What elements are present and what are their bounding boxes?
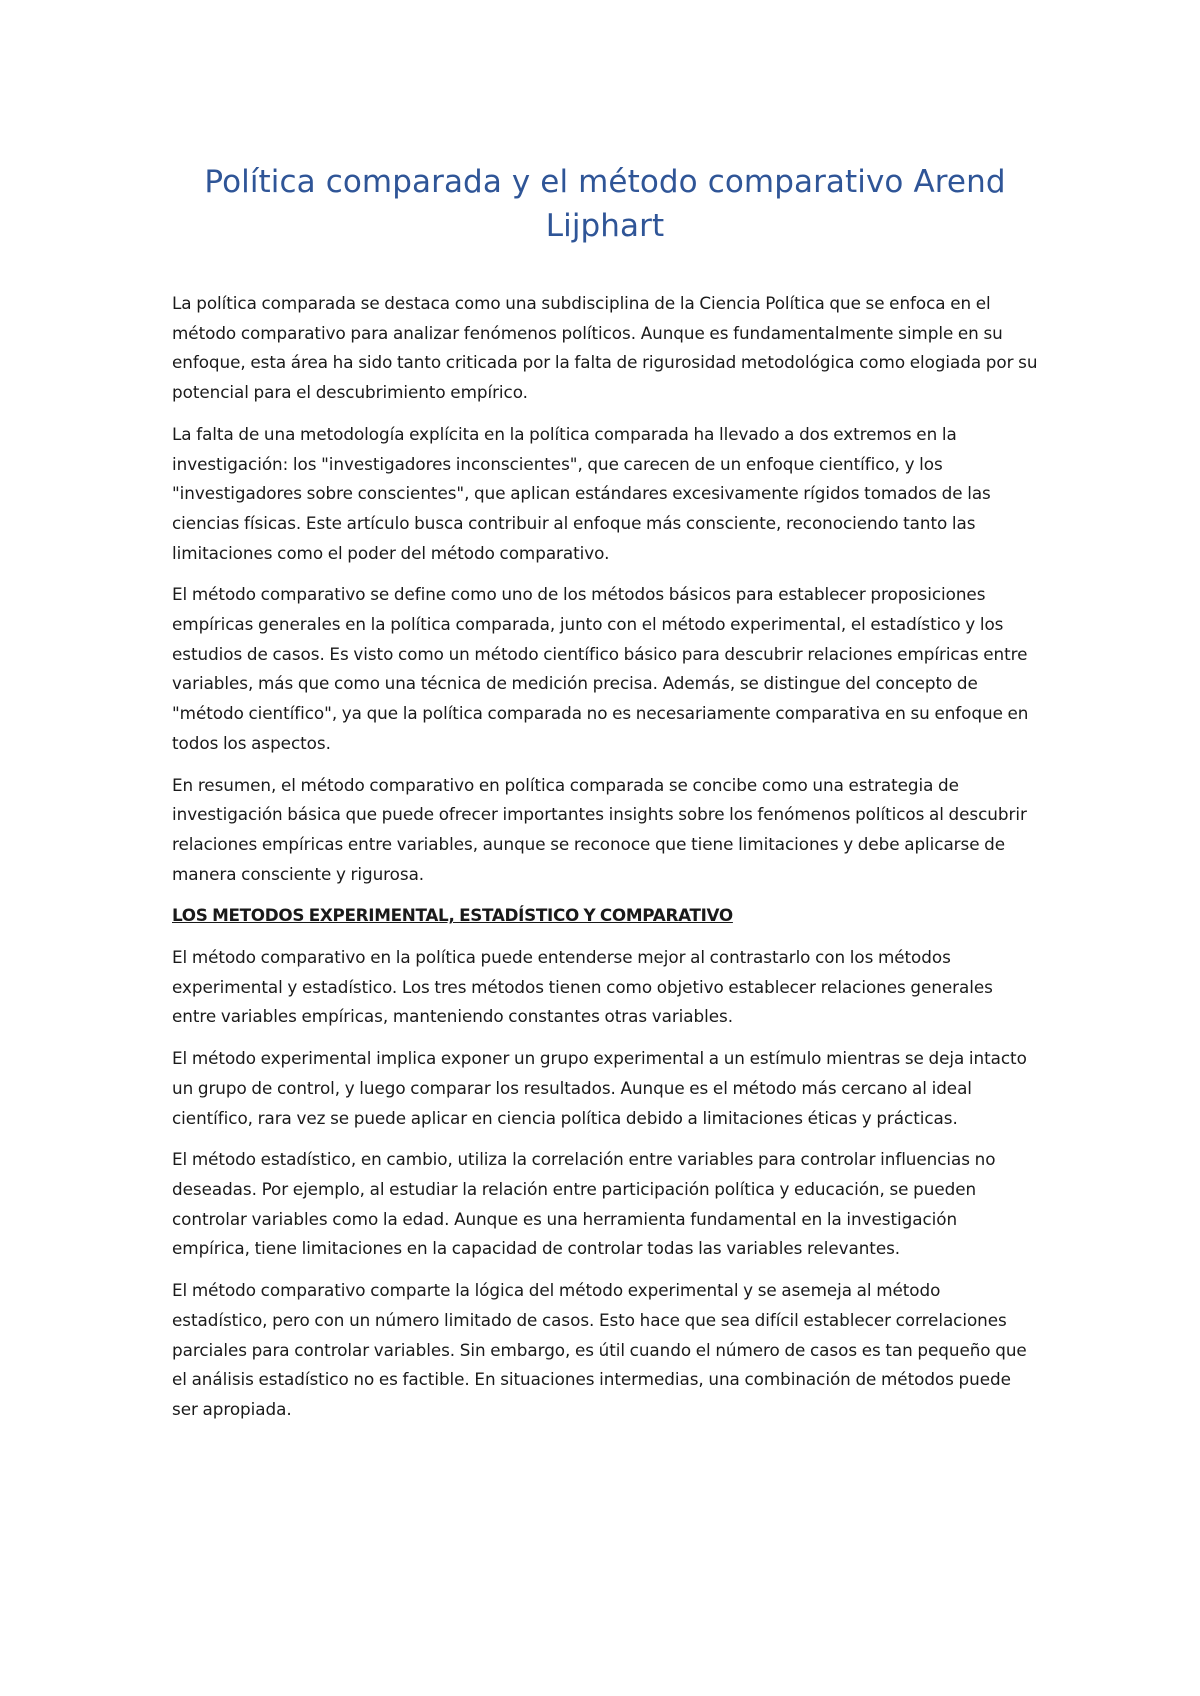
document-body <box>172 289 1038 1425</box>
section-heading: LOS METODOS EXPERIMENTAL, ESTADÍSTICO Y COMPARATIVO <box>172 905 733 926</box>
paragraph-intro-4: En resumen, el método comparativo en política comparada se concibe como una estrategia de investigación básica que puede ofrecer importantes insights sobre los fenómenos políticos al descubrir relaciones empíricas entre variables, aunque se reconoce que tiene limitaciones y debe aplicarse de manera consciente y rigurosa. <box>172 774 1027 884</box>
paragraph-section-2: El método experimental implica exponer un grupo experimental a un estímulo mientras se deja intacto un grupo de control, y luego comparar los resultados. Aunque es el método más cercano al ideal científico, rara vez se puede aplicar en ciencia política debido a limitaciones éticas y prácticas. <box>172 1048 1027 1128</box>
paragraph-intro-2: La falta de una metodología explícita en la política comparada ha llevado a dos extremos en la investigación: los "investigadores inconscientes", que carecen de un enfoque científico, y los "investigadores sobre conscientes", que aplican estándares excesivamente rígidos tomados de las ciencias físicas. Este artículo busca contribuir al enfoque más consciente, reconociendo tanto las limitaciones como el poder del método comparativo. <box>172 423 991 563</box>
paragraph-intro-3: El método comparativo se define como uno de los métodos básicos para establecer proposiciones empíricas generales en la política comparada, junto con el método experimental, el estadístico y los estudios de casos. Es visto como un método científico básico para descubrir relaciones empíricas entre variables, más que como una técnica de medición precisa. Además, se distingue del concepto de "método científico", ya que la política comparada no es necesariamente comparativa en su enfoque en todos los aspectos. <box>172 584 1029 753</box>
document-page <box>172 160 1038 1437</box>
document-title: Política comparada y el método comparativo Arend Lijphart <box>204 164 1006 244</box>
paragraph-section-1: El método comparativo en la política puede entenderse mejor al contrastarlo con los métodos experimental y estadístico. Los tres métodos tienen como objetivo establecer relaciones generales entre variables empíricas, manteniendo constantes otras variables. <box>172 947 993 1027</box>
paragraph-intro-1: La política comparada se destaca como una subdisciplina de la Ciencia Política que se enfoca en el método comparativo para analizar fenómenos políticos. Aunque es fundamentalmente simple en su enfoque, esta área ha sido tanto criticada por la falta de rigurosidad metodológica como elogiada por su potencial para el descubrimiento empírico. <box>172 293 1038 403</box>
paragraph-section-3: El método estadístico, en cambio, utiliza la correlación entre variables para controlar influencias no deseadas. Por ejemplo, al estudiar la relación entre participación política y educación, se pueden controlar variables como la edad. Aunque es una herramienta fundamental en la investigación empírica, tiene limitaciones en la capacidad de controlar todas las variables relevantes. <box>172 1149 996 1259</box>
paragraph-section-4: El método comparativo comparte la lógica del método experimental y se asemeja al método estadístico, pero con un número limitado de casos. Esto hace que sea difícil establecer correlaciones parciales para controlar variables. Sin embargo, es útil cuando el número de casos es tan pequeño que el análisis estadístico no es factible. En situaciones intermedias, una combinación de métodos puede ser apropiada. <box>172 1280 1027 1419</box>
